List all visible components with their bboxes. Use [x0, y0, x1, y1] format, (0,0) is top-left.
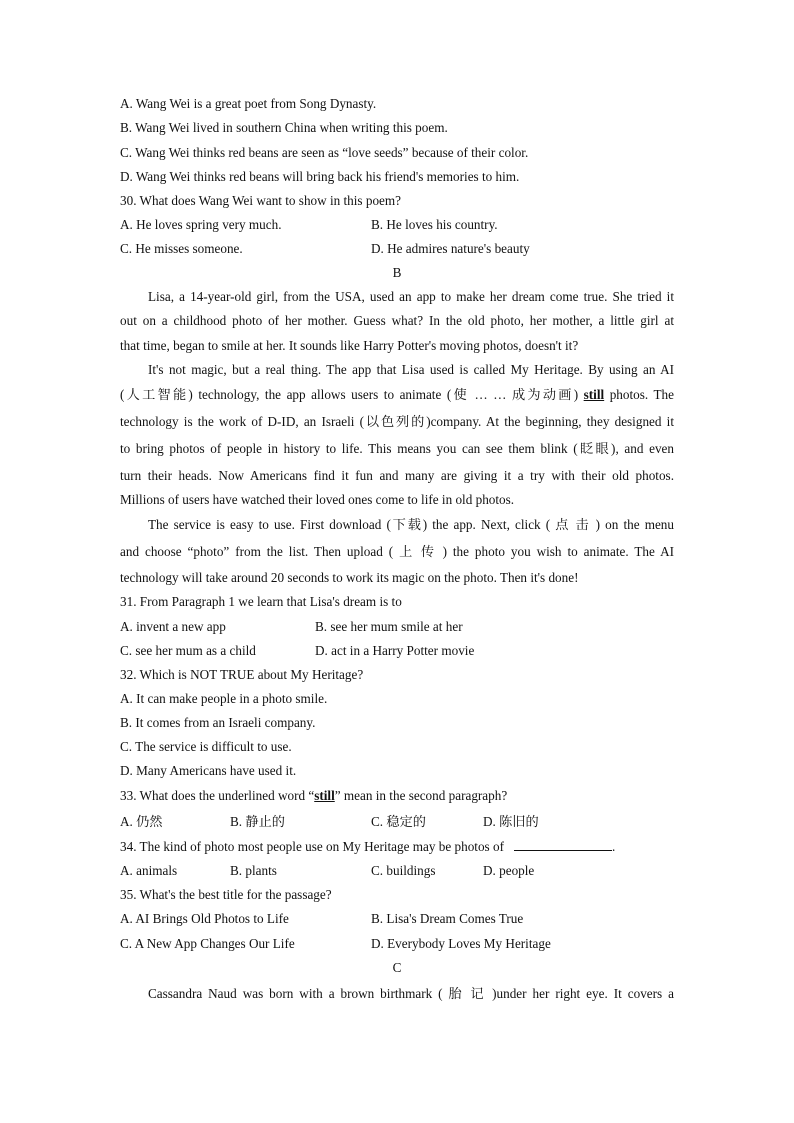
q35-option-a: A. AI Brings Old Photos to Life [120, 911, 289, 926]
q32-option-d: D. Many Americans have used it. [120, 763, 297, 778]
passage-b-p2-line6: Millions of users have watched their loved ones come to life in old photos. [120, 492, 515, 507]
q31-option-a: A. invent a new app [120, 619, 226, 634]
q30-option-c: C. He misses someone. [120, 241, 243, 256]
passage-c-p1-line1: Cassandra Naud was born with a brown birthmark ( 胎 记 )under her right eye. It covers a [148, 986, 674, 1001]
q33-option-d: D. 陈旧的 [483, 814, 539, 829]
passage-b-p2-line2-pre: (人工智能) technology, the app allows users to animate (使 … … 成为动画) [120, 387, 584, 402]
q29-option-d: D. Wang Wei thinks red beans will bring back his friend's memories to him. [120, 169, 520, 184]
q31-option-b: B. see her mum smile at her [315, 619, 463, 634]
passage-b-p1-line2: out on a childhood photo of her mother. Guess what? In the old photo, her mother, a little girl at [120, 313, 674, 328]
q29-option-c: C. Wang Wei thinks red beans are seen as “love seeds” because of their color. [120, 145, 529, 160]
q30-stem: 30. What does Wang Wei want to show in this poem? [120, 193, 402, 208]
q34-option-a: A. animals [120, 863, 178, 878]
passage-b-p2-line2 [120, 387, 674, 403]
passage-b-p2-line2-post: photos. The [604, 387, 674, 402]
passage-b-p3-line1: The service is easy to use. First download (下载) the app. Next, click ( 点 击 ) on the menu [148, 517, 674, 532]
q33-stem-pre: 33. What does the underlined word “ [120, 788, 315, 803]
q31-option-d: D. act in a Harry Potter movie [315, 643, 475, 658]
passage-b-p2-line3: technology is the work of D-ID, an Israeli (以色列的)company. At the beginning, they designed it [120, 414, 674, 429]
passage-b-p2-line4: to bring photos of people in history to life. This means you can see them blink (眨眼), and even [120, 441, 674, 456]
passage-b-p2-line5: turn their heads. Now Americans find it fun and many are giving it a try with their old photos. [120, 468, 674, 483]
q35-option-b: B. Lisa's Dream Comes True [371, 911, 524, 926]
q33-option-c: C. 稳定的 [371, 814, 426, 829]
q30-option-a: A. He loves spring very much. [120, 217, 282, 232]
q34-option-c: C. buildings [371, 863, 436, 878]
passage-b-p1-line3: that time, began to smile at her. It sounds like Harry Potter's moving photos, doesn't it? [120, 338, 579, 353]
passage-b-p2-line1: It's not magic, but a real thing. The app that Lisa used is called My Heritage. By using an AI [148, 362, 674, 377]
q35-option-c: C. A New App Changes Our Life [120, 936, 295, 951]
q34-stem-end: . [611, 839, 616, 854]
q32-stem: 32. Which is NOT TRUE about My Heritage? [120, 667, 364, 682]
section-b-label: B [392, 265, 402, 280]
q30-option-b: B. He loves his country. [371, 217, 498, 232]
q32-option-b: B. It comes from an Israeli company. [120, 715, 316, 730]
q35-option-d: D. Everybody Loves My Heritage [371, 936, 551, 951]
q30-option-d: D. He admires nature's beauty [371, 241, 530, 256]
q31-stem: 31. From Paragraph 1 we learn that Lisa's dream is to [120, 594, 402, 609]
passage-b-p3-line2: and choose “photo” from the list. Then upload ( 上 传 ) the photo you wish to animate. The AI [120, 544, 674, 559]
answer-blank [514, 839, 612, 851]
q34-stem [120, 839, 615, 855]
q33-stem-post: ” mean in the second paragraph? [334, 788, 508, 803]
q33-option-b: B. 静止的 [230, 814, 285, 829]
q32-option-c: C. The service is difficult to use. [120, 739, 292, 754]
q34-option-d: D. people [483, 863, 535, 878]
section-c-label: C [392, 960, 402, 975]
passage-b-p1-line1: Lisa, a 14-year-old girl, from the USA, used an app to make her dream come true. She tried it [148, 289, 674, 304]
q33-underlined-word: still [314, 788, 335, 803]
q33-stem [120, 788, 507, 804]
q33-option-a: A. 仍然 [120, 814, 163, 829]
q34-stem-text: 34. The kind of photo most people use on My Heritage may be photos of [120, 839, 504, 854]
q35-stem: 35. What's the best title for the passage? [120, 887, 332, 902]
passage-b-p3-line3: technology will take around 20 seconds to work its magic on the photo. Then it's done! [120, 570, 579, 585]
q29-option-a: A. Wang Wei is a great poet from Song Dynasty. [120, 96, 377, 111]
q29-option-b: B. Wang Wei lived in southern China when writing this poem. [120, 120, 448, 135]
q34-option-b: B. plants [230, 863, 277, 878]
underlined-word-still: still [583, 387, 605, 402]
q31-option-c: C. see her mum as a child [120, 643, 256, 658]
q32-option-a: A. It can make people in a photo smile. [120, 691, 328, 706]
